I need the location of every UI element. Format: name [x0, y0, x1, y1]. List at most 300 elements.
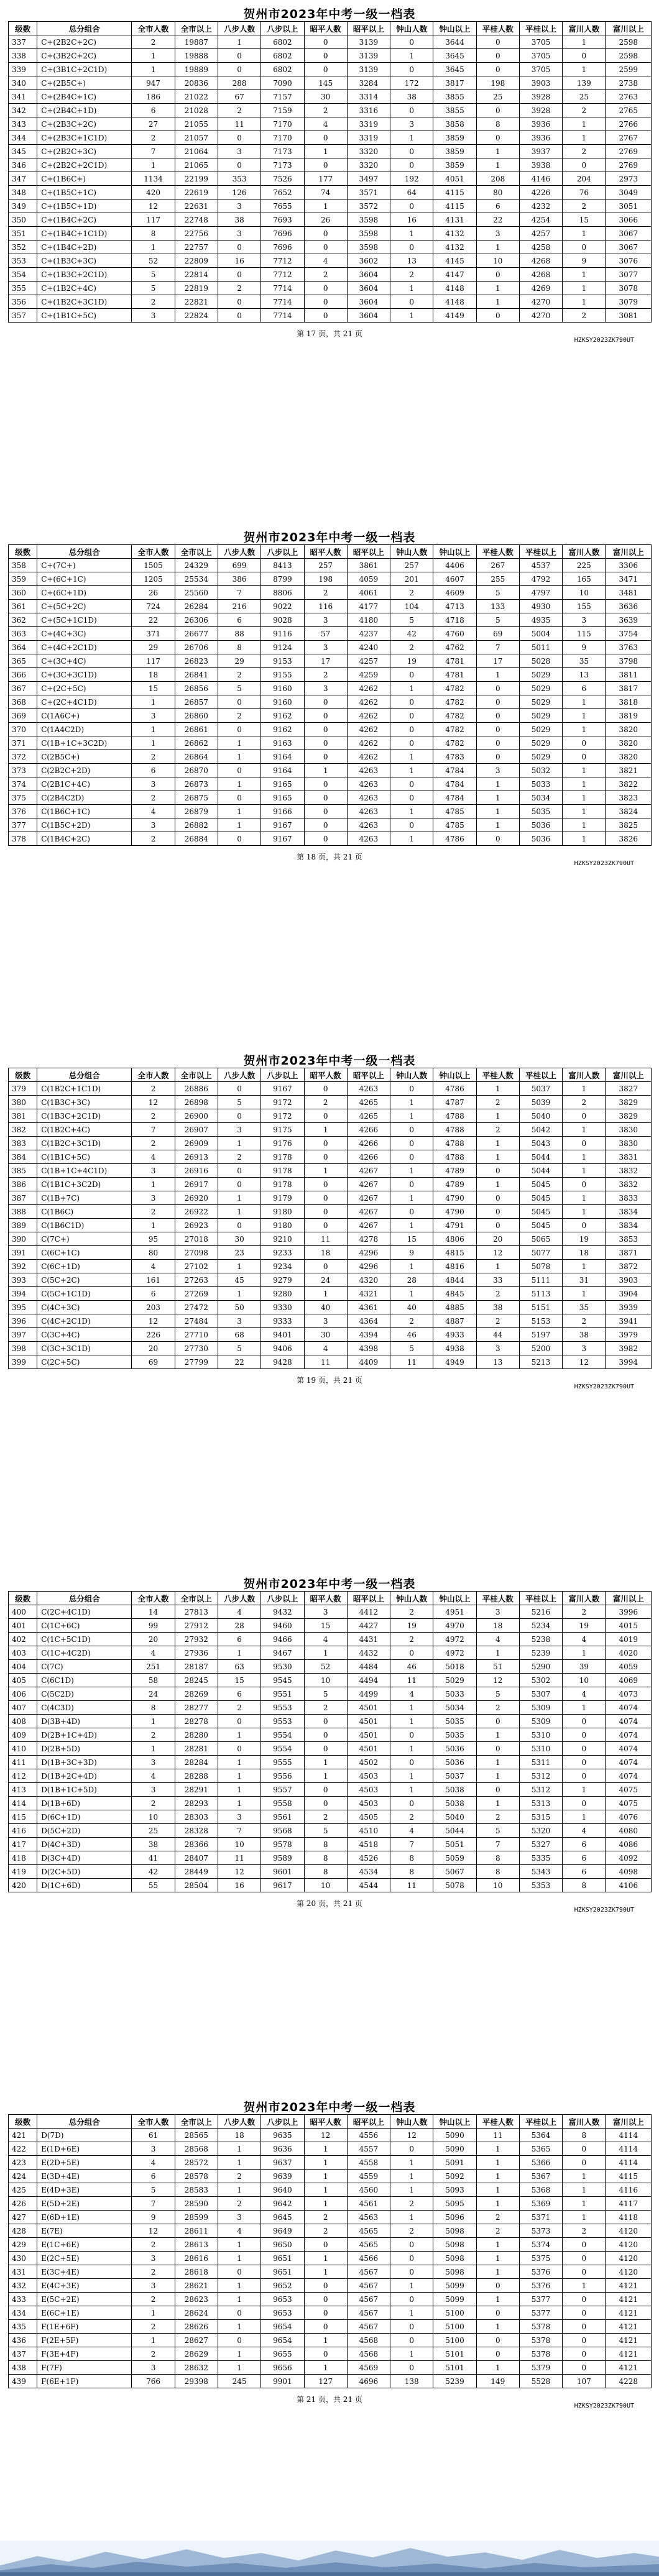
column-header: 八步人数 [218, 545, 260, 559]
count-cell: 4266 [347, 1137, 390, 1150]
count-cell: 46 [390, 1660, 433, 1674]
count-cell: 9164 [261, 764, 304, 777]
count-cell: 12 [390, 2129, 433, 2142]
count-cell: 3825 [606, 818, 652, 832]
count-cell: 4885 [433, 1301, 476, 1314]
level-cell: 379 [9, 1082, 37, 1096]
count-cell: 27799 [175, 1355, 218, 1369]
column-header: 八步以上 [261, 22, 304, 35]
column-header: 钟山人数 [390, 2115, 433, 2129]
count-cell: 0 [390, 2334, 433, 2347]
level-cell: 425 [9, 2183, 37, 2197]
level-cell: 382 [9, 1123, 37, 1137]
count-cell: 35 [563, 1301, 606, 1314]
count-cell: 6 [132, 764, 175, 777]
table-row [9, 1879, 652, 1892]
column-header: 昭平人数 [304, 1592, 347, 1605]
combination-cell: C+(4C+2C1D) [37, 641, 132, 654]
count-cell: 9330 [261, 1301, 304, 1314]
count-cell: 4262 [347, 723, 390, 736]
count-cell: 1 [563, 791, 606, 805]
count-cell: 9164 [261, 750, 304, 764]
count-cell: 4567 [347, 2279, 390, 2293]
count-cell: 1 [563, 709, 606, 723]
count-cell: 0 [563, 1109, 606, 1123]
combination-cell: C(1B2C+3C1D) [37, 1137, 132, 1150]
count-cell: 4121 [606, 2279, 652, 2293]
count-cell: 8 [390, 1865, 433, 1879]
count-cell: 3798 [606, 654, 652, 668]
count-cell: 2 [476, 2211, 519, 2224]
count-cell: 4887 [433, 1314, 476, 1328]
count-cell: 155 [563, 600, 606, 613]
count-cell: 4059 [347, 572, 390, 586]
column-header: 全市以上 [175, 1592, 218, 1605]
count-cell: 1 [218, 1260, 260, 1273]
combination-cell: C(1B4C+2C) [37, 832, 132, 846]
combination-cell: C(1B3C+3C) [37, 1096, 132, 1109]
count-cell: 4526 [347, 1851, 390, 1865]
count-cell: 2 [132, 2293, 175, 2306]
count-cell: 9553 [261, 1701, 304, 1715]
combination-cell: C+(2C+5C) [37, 682, 132, 695]
count-cell: 12 [218, 1865, 260, 1879]
count-cell: 0 [304, 832, 347, 846]
count-cell: 4075 [606, 1783, 652, 1797]
column-header: 平桂人数 [476, 1068, 519, 1082]
count-cell: 6 [563, 1865, 606, 1879]
count-cell: 5044 [519, 1164, 562, 1178]
count-cell: 3938 [519, 158, 562, 172]
count-cell: 4270 [519, 295, 562, 309]
count-cell: 5044 [433, 1824, 476, 1838]
count-cell: 0 [304, 1715, 347, 1728]
level-cell: 436 [9, 2334, 37, 2347]
count-cell: 0 [476, 736, 519, 750]
count-cell: 28 [218, 1619, 260, 1633]
level-cell: 439 [9, 2375, 37, 2388]
count-cell: 4782 [433, 709, 476, 723]
count-cell: 5065 [519, 1232, 562, 1246]
count-cell: 26860 [175, 709, 218, 723]
count-cell: 3830 [606, 1137, 652, 1150]
count-cell: 41 [132, 1851, 175, 1865]
count-cell: 9178 [261, 1150, 304, 1164]
count-cell: 28288 [175, 1769, 218, 1783]
count-cell: 3855 [433, 90, 476, 104]
count-cell: 107 [563, 2375, 606, 2388]
count-cell: 22809 [175, 254, 218, 268]
count-cell: 5067 [433, 1865, 476, 1879]
table-row [9, 723, 652, 736]
count-cell: 26909 [175, 1137, 218, 1150]
count-cell: 4262 [347, 736, 390, 750]
count-cell: 1 [218, 818, 260, 832]
count-cell: 4180 [347, 613, 390, 627]
count-cell: 28269 [175, 1687, 218, 1701]
level-cell: 399 [9, 1355, 37, 1369]
count-cell: 3939 [606, 1301, 652, 1314]
combination-cell: D(2B+1C+4D) [37, 1728, 132, 1742]
count-cell: 0 [304, 2293, 347, 2306]
count-cell: 8413 [261, 559, 304, 572]
count-cell: 5059 [433, 1851, 476, 1865]
count-cell: 4118 [606, 2211, 652, 2224]
count-cell: 2 [390, 2197, 433, 2211]
table-row [9, 654, 652, 668]
level-cell: 434 [9, 2306, 37, 2320]
count-cell: 9153 [261, 654, 304, 668]
count-cell: 5036 [433, 1742, 476, 1756]
count-cell: 0 [218, 1742, 260, 1756]
count-cell: 1 [132, 1715, 175, 1728]
count-cell: 3139 [347, 35, 390, 49]
count-cell: 4240 [347, 641, 390, 654]
count-cell: 4 [304, 1633, 347, 1646]
combination-cell: E(4D+3E) [37, 2183, 132, 2197]
count-cell: 2 [218, 1701, 260, 1715]
combination-cell: C(6C1D) [37, 1674, 132, 1687]
table-row [9, 158, 652, 172]
count-cell: 16 [218, 254, 260, 268]
count-cell: 1 [476, 818, 519, 832]
count-cell: 7696 [261, 241, 304, 254]
table-row [9, 2224, 652, 2238]
count-cell: 10 [476, 254, 519, 268]
count-cell: 5327 [519, 1838, 562, 1851]
count-cell: 4228 [606, 2375, 652, 2388]
count-cell: 2 [476, 1701, 519, 1715]
count-cell: 4431 [347, 1633, 390, 1646]
count-cell: 1 [563, 695, 606, 709]
column-header: 钟山以上 [433, 545, 476, 559]
count-cell: 5368 [519, 2183, 562, 2197]
count-cell: 11 [304, 1232, 347, 1246]
combination-cell: C(1B6C1D) [37, 1219, 132, 1232]
combination-cell: C(1C+4C2D) [37, 1646, 132, 1660]
count-cell: 3067 [606, 227, 652, 241]
count-cell: 5310 [519, 1742, 562, 1756]
combination-cell: E(6C+1E) [37, 2306, 132, 2320]
score-table [8, 1068, 652, 1369]
level-cell: 376 [9, 805, 37, 818]
count-cell: 0 [304, 227, 347, 241]
count-cell: 5033 [433, 1687, 476, 1701]
count-cell: 2 [132, 2265, 175, 2279]
document-code: HZKSY2023ZK790UT [574, 1383, 634, 1390]
column-header: 昭平以上 [347, 2115, 390, 2129]
level-cell: 343 [9, 117, 37, 131]
count-cell: 4970 [433, 1619, 476, 1633]
count-cell: 5093 [433, 2183, 476, 2197]
column-header: 总分组合 [37, 1068, 132, 1082]
count-cell: 4762 [433, 641, 476, 654]
count-cell: 26857 [175, 695, 218, 709]
count-cell: 3 [390, 117, 433, 131]
level-cell: 395 [9, 1301, 37, 1314]
count-cell: 6 [563, 682, 606, 695]
count-cell: 2599 [606, 63, 652, 76]
level-cell: 398 [9, 1342, 37, 1355]
count-cell: 9166 [261, 805, 304, 818]
count-cell: 0 [390, 1797, 433, 1810]
combination-cell: C+(5C+1C1D) [37, 613, 132, 627]
count-cell: 29398 [175, 2375, 218, 2388]
count-cell: 2 [132, 1082, 175, 1096]
count-cell: 5051 [433, 1838, 476, 1851]
count-cell: 3076 [606, 254, 652, 268]
count-cell: 0 [218, 2334, 260, 2347]
count-cell: 4117 [606, 2197, 652, 2211]
count-cell: 9279 [261, 1273, 304, 1287]
count-cell: 4051 [433, 172, 476, 186]
count-cell: 5309 [519, 1715, 562, 1728]
level-cell: 365 [9, 654, 37, 668]
count-cell: 0 [304, 295, 347, 309]
count-cell: 5090 [433, 2142, 476, 2156]
table-row [9, 2183, 652, 2197]
count-cell: 5 [476, 1824, 519, 1838]
count-cell: 203 [132, 1301, 175, 1314]
table-row [9, 2129, 652, 2142]
level-cell: 411 [9, 1756, 37, 1769]
count-cell: 8 [304, 1851, 347, 1865]
count-cell: 3994 [606, 1355, 652, 1369]
count-cell: 0 [390, 2252, 433, 2265]
count-cell: 4361 [347, 1301, 390, 1314]
count-cell: 1 [390, 282, 433, 295]
count-cell: 0 [476, 2306, 519, 2320]
count-cell: 26306 [175, 613, 218, 627]
count-cell: 2 [390, 1633, 433, 1646]
count-cell: 9645 [261, 2211, 304, 2224]
level-cell: 364 [9, 641, 37, 654]
count-cell: 15 [218, 1674, 260, 1687]
count-cell: 3 [476, 227, 519, 241]
level-cell: 406 [9, 1687, 37, 1701]
count-cell: 4120 [606, 2265, 652, 2279]
count-cell: 5 [218, 1096, 260, 1109]
count-cell: 1 [563, 1191, 606, 1205]
count-cell: 4098 [606, 1865, 652, 1879]
count-cell: 4267 [347, 1164, 390, 1178]
level-cell: 370 [9, 723, 37, 736]
combination-cell: C+(2B3C+2C) [37, 117, 132, 131]
count-cell: 2 [563, 199, 606, 213]
table-row [9, 1232, 652, 1246]
count-cell: 1 [476, 1150, 519, 1164]
count-cell: 3139 [347, 49, 390, 63]
count-cell: 7 [218, 586, 260, 600]
count-cell: 4398 [347, 1342, 390, 1355]
count-cell: 5077 [519, 1246, 562, 1260]
count-cell: 0 [476, 1783, 519, 1797]
count-cell: 0 [563, 2334, 606, 2347]
count-cell: 3 [304, 641, 347, 654]
count-cell: 4073 [606, 1687, 652, 1701]
count-cell: 2 [563, 1314, 606, 1328]
count-cell: 3834 [606, 1205, 652, 1219]
level-cell: 422 [9, 2142, 37, 2156]
count-cell: 1 [132, 63, 175, 76]
column-header: 昭平人数 [304, 22, 347, 35]
count-cell: 1 [563, 1810, 606, 1824]
count-cell: 4503 [347, 1797, 390, 1810]
count-cell: 5 [132, 282, 175, 295]
count-cell: 1 [563, 1205, 606, 1219]
count-cell: 26886 [175, 1082, 218, 1096]
table-row [9, 1646, 652, 1660]
count-cell: 27730 [175, 1342, 218, 1355]
combination-cell: C+(3C+3C1D) [37, 668, 132, 682]
count-cell: 23 [218, 1246, 260, 1260]
combination-cell: C(5C+2C) [37, 1273, 132, 1287]
count-cell: 267 [476, 559, 519, 572]
count-cell: 5197 [519, 1328, 562, 1342]
count-cell: 29 [132, 641, 175, 654]
table-row [9, 668, 652, 682]
count-cell: 9210 [261, 1232, 304, 1246]
count-cell: 4149 [433, 309, 476, 323]
count-cell: 9428 [261, 1355, 304, 1369]
count-cell: 4074 [606, 1728, 652, 1742]
combination-cell: C(1B3C+2C1D) [37, 1109, 132, 1123]
count-cell: 3831 [606, 1150, 652, 1164]
count-cell: 1 [390, 1164, 433, 1178]
count-cell: 9233 [261, 1246, 304, 1260]
count-cell: 9651 [261, 2252, 304, 2265]
count-cell: 9654 [261, 2320, 304, 2334]
count-cell: 4 [563, 1824, 606, 1838]
count-cell: 7090 [261, 76, 304, 90]
count-cell: 1 [476, 777, 519, 791]
combination-cell: D(1B+2C+4D) [37, 1769, 132, 1783]
count-cell: 0 [563, 1219, 606, 1232]
count-cell: 5213 [519, 1355, 562, 1369]
count-cell: 6802 [261, 35, 304, 49]
count-cell: 7712 [261, 254, 304, 268]
count-cell: 0 [218, 723, 260, 736]
combination-cell: C(5C+1C1D) [37, 1287, 132, 1301]
count-cell: 4559 [347, 2170, 390, 2183]
count-cell: 5100 [433, 2306, 476, 2320]
count-cell: 1 [563, 2183, 606, 2197]
level-cell: 366 [9, 668, 37, 682]
count-cell: 9178 [261, 1178, 304, 1191]
count-cell: 3823 [606, 791, 652, 805]
count-cell: 0 [563, 1715, 606, 1728]
table-row [9, 131, 652, 145]
count-cell: 3471 [606, 572, 652, 586]
count-cell: 4 [390, 1824, 433, 1838]
count-cell: 126 [218, 186, 260, 199]
column-header: 全市人数 [132, 1592, 175, 1605]
count-cell: 161 [132, 1273, 175, 1287]
count-cell: 0 [476, 1191, 519, 1205]
count-cell: 766 [132, 2375, 175, 2388]
count-cell: 1 [218, 777, 260, 791]
count-cell: 9561 [261, 1810, 304, 1824]
count-cell: 5311 [519, 1756, 562, 1769]
table-row [9, 2306, 652, 2320]
count-cell: 5 [390, 613, 433, 627]
count-cell: 1 [476, 145, 519, 158]
count-cell: 5100 [433, 2334, 476, 2347]
count-cell: 0 [476, 723, 519, 736]
table-row [9, 736, 652, 750]
count-cell: 9637 [261, 2156, 304, 2170]
count-cell: 28291 [175, 1783, 218, 1797]
count-cell: 4267 [347, 1178, 390, 1191]
count-cell: 4177 [347, 600, 390, 613]
count-cell: 4 [563, 1633, 606, 1646]
column-header: 昭平以上 [347, 1068, 390, 1082]
table-row [9, 1164, 652, 1178]
combination-cell: E(1D+6E) [37, 2142, 132, 2156]
count-cell: 9554 [261, 1742, 304, 1756]
count-cell: 116 [304, 600, 347, 613]
count-cell: 1 [132, 158, 175, 172]
count-cell: 4020 [606, 1646, 652, 1660]
count-cell: 1 [563, 2211, 606, 2224]
count-cell: 3827 [606, 1082, 652, 1096]
table-row [9, 1619, 652, 1633]
count-cell: 10 [563, 586, 606, 600]
count-cell: 10 [218, 1838, 260, 1851]
count-cell: 3314 [347, 90, 390, 104]
level-cell: 409 [9, 1728, 37, 1742]
level-cell: 377 [9, 818, 37, 832]
table-row [9, 572, 652, 586]
table-row [9, 1742, 652, 1756]
column-header: 富川以上 [606, 1592, 652, 1605]
count-cell: 0 [304, 791, 347, 805]
count-cell: 22821 [175, 295, 218, 309]
count-cell: 7714 [261, 295, 304, 309]
count-cell: 3833 [606, 1191, 652, 1205]
count-cell: 4258 [519, 241, 562, 254]
count-cell: 26284 [175, 600, 218, 613]
count-cell: 4121 [606, 2361, 652, 2375]
combination-cell: C(2C+4C1D) [37, 1605, 132, 1619]
count-cell: 7157 [261, 90, 304, 104]
count-cell: 6 [132, 104, 175, 117]
count-cell: 5 [218, 682, 260, 695]
count-cell: 5032 [519, 764, 562, 777]
count-cell: 9 [563, 641, 606, 654]
count-cell: 198 [304, 572, 347, 586]
count-cell: 28568 [175, 2142, 218, 2156]
count-cell: 5377 [519, 2293, 562, 2306]
combination-cell: C(4C3D) [37, 1701, 132, 1715]
count-cell: 4268 [519, 268, 562, 282]
count-cell: 26923 [175, 1219, 218, 1232]
count-cell: 5377 [519, 2306, 562, 2320]
count-cell: 0 [476, 1715, 519, 1728]
count-cell: 9180 [261, 1219, 304, 1232]
count-cell: 4 [218, 1605, 260, 1619]
count-cell: 5307 [519, 1687, 562, 1701]
count-cell: 3598 [347, 227, 390, 241]
count-cell: 4114 [606, 2142, 652, 2156]
count-cell: 4786 [433, 832, 476, 846]
column-header: 全市人数 [132, 1068, 175, 1082]
table-row [9, 1342, 652, 1355]
count-cell: 3604 [347, 295, 390, 309]
count-cell: 27269 [175, 1287, 218, 1301]
count-cell: 3903 [606, 1273, 652, 1287]
count-cell: 699 [218, 559, 260, 572]
